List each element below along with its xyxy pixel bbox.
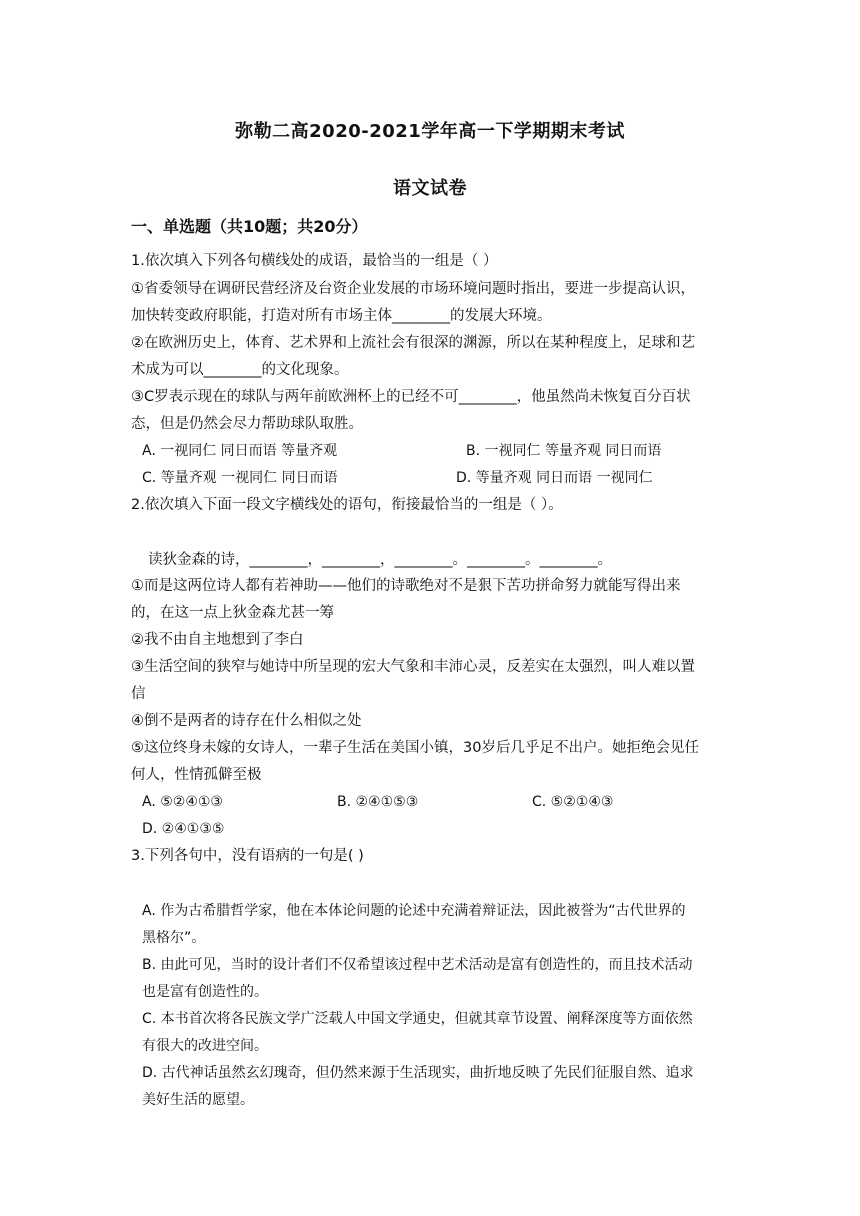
q1-sentence-2-cont: 术成为可以________的文化现象。 <box>131 362 349 378</box>
q2-item-5: ⑤这位终身未嫁的女诗人，一辈子生活在美国小镇，30岁后几乎足不出户。她拒绝会见任 <box>131 740 699 756</box>
q1-sentence-3-cont: 态，但是仍然会尽力帮助球队取胜。 <box>131 416 363 432</box>
q2-item-3-cont: 信 <box>131 686 146 702</box>
q3-stem: 3.下列各句中，没有语病的一句是( ) <box>131 848 364 864</box>
q2-stem: 2.依次填入下面一段文字横线处的语句，衔接最恰当的一组是（ ）。 <box>131 497 563 513</box>
q1-option-d: D. 等量齐观 同日而语 一视同仁 <box>456 470 653 486</box>
q2-item-4: ④倒不是两者的诗存在什么相似之处 <box>131 713 362 729</box>
q2-option-d: D. ②④①③⑤ <box>142 821 225 837</box>
q1-stem: 1.依次填入下列各句横线处的成语，最恰当的一组是（ ） <box>131 253 498 269</box>
q1-option-b: B. 一视同仁 等量齐观 同日而语 <box>466 443 662 459</box>
q1-sentence-3: ③C罗表示现在的球队与两年前欧洲杯上的已经不可________，他虽然尚未恢复百分百状 <box>131 389 691 405</box>
q2-option-b: B. ②④①⑤③ <box>337 794 419 810</box>
q1-sentence-1-cont: 加快转变政府职能，打造对所有市场主体________的发展大环境。 <box>131 308 552 324</box>
q3-option-c-cont: 有很大的改进空间。 <box>142 1038 268 1054</box>
q3-option-c: C. 本书首次将各民族文学广泛载人中国文学通史，但就其章节设置、阐释深度等方面依然 <box>142 1011 693 1027</box>
q2-option-c: C. ⑤②①④③ <box>532 794 614 810</box>
exam-title: 弥勒二高2020-2021学年高一下学期期末考试 <box>235 121 625 142</box>
q3-option-d-cont: 美好生活的愿望。 <box>142 1092 254 1108</box>
section-heading: 一、单选题（共10题；共20分） <box>131 217 368 236</box>
q3-option-d: D. 古代神话虽然玄幻瑰奇，但仍然来源于生活现实，曲折地反映了先民们征服自然、追求 <box>142 1065 694 1081</box>
q1-option-c: C. 等量齐观 一视同仁 同日而语 <box>142 470 338 486</box>
q2-option-a: A. ⑤②④①③ <box>142 794 223 810</box>
q1-sentence-2: ②在欧洲历史上，体育、艺术界和上流社会有很深的渊源，所以在某种程度上，足球和艺 <box>131 335 695 351</box>
q1-option-a: A. 一视同仁 同日而语 等量齐观 <box>142 443 338 459</box>
q2-passage: 读狄金森的诗，________，________，________。________。________。 <box>148 552 612 568</box>
q3-option-a: A. 作为古希腊哲学家，他在本体论问题的论述中充满着辩证法，因此被誉为“古代世界的 <box>142 903 686 919</box>
q1-sentence-1: ①省委领导在调研民营经济及台资企业发展的市场环境问题时指出，要进一步提高认识， <box>131 281 695 297</box>
q2-item-1-cont: 的，在这一点上狄金森尤甚一筹 <box>131 605 334 621</box>
q2-item-1: ①而是这两位诗人都有若神助——他们的诗歌绝对不是狠下苦功拼命努力就能写得出来 <box>131 578 681 594</box>
exam-subtitle: 语文试卷 <box>393 178 467 199</box>
q3-option-b-cont: 也是富有创造性的。 <box>142 984 268 1000</box>
q3-option-a-cont: 黑格尔”。 <box>142 930 206 946</box>
q3-option-b: B. 由此可见，当时的设计者们不仅希望该过程中艺术活动是富有创造性的，而且技术活动 <box>142 957 693 973</box>
q2-item-5-cont: 何人，性情孤僻至极 <box>131 767 262 783</box>
q2-item-3: ③生活空间的狭窄与她诗中所呈现的宏大气象和丰沛心灵，反差实在太强烈，叫人难以置 <box>131 659 695 675</box>
q2-item-2: ②我不由自主地想到了李白 <box>131 632 304 648</box>
